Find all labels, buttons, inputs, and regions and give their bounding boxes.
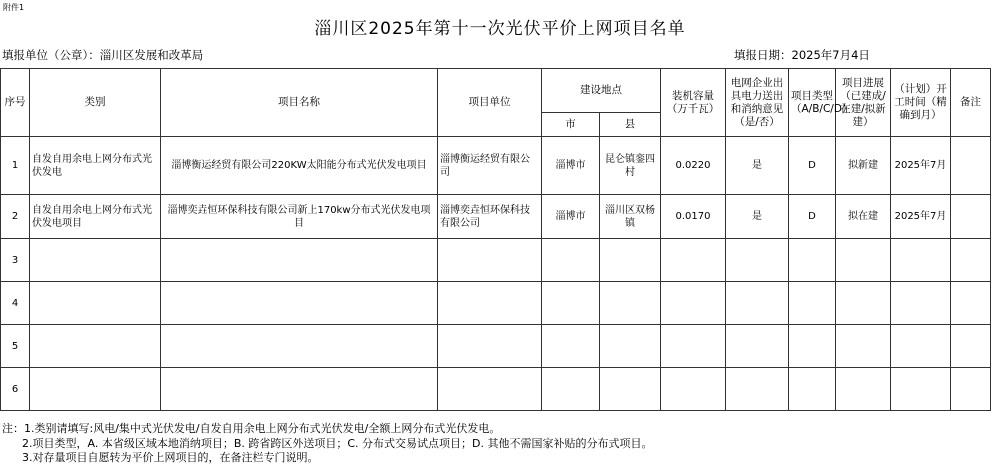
cell-empty [30,282,161,325]
cell-empty [951,239,991,282]
cell-category: 自发自用余电上网分布式光伏发电 [30,137,161,195]
cell-empty [891,282,951,325]
table-row [1,195,991,239]
table-row [1,239,991,282]
cell-seq: 5 [1,325,30,368]
cell-empty [951,325,991,368]
cell-project-type: D [789,137,836,195]
cell-city: 淄博市 [542,137,600,195]
cell-empty [661,368,726,411]
filing-unit: 填报单位（公章）：淄川区发展和改革局 [2,48,204,62]
filing-date: 填报日期：2025年7月4日 [734,48,870,62]
cell-seq: 6 [1,368,30,411]
header-project-name: 项目名称 [161,69,438,137]
cell-empty [30,325,161,368]
page-title: 淄川区2025年第十一次光伏平价上网项目名单 [314,19,686,39]
cell-empty [951,282,991,325]
cell-empty [726,239,789,282]
cell-project-unit: 淄博奕垚恒环保科技有限公司 [438,195,542,239]
cell-empty [661,282,726,325]
header-progress: 项目进展（已建成/在建/拟新建） [836,69,891,137]
cell-progress: 拟新建 [836,137,891,195]
cell-seq: 1 [1,137,30,195]
cell-start-time: 2025年7月 [891,195,951,239]
cell-project-unit: 淄博衡运经贸有限公司 [438,137,542,195]
cell-empty [542,368,600,411]
cell-empty [438,239,542,282]
cell-empty [726,368,789,411]
cell-empty [30,239,161,282]
header-county: 县 [600,113,661,137]
cell-empty [438,368,542,411]
cell-empty [161,368,438,411]
cell-empty [30,368,161,411]
cell-city: 淄博市 [542,195,600,239]
cell-project-type: D [789,195,836,239]
cell-seq: 3 [1,239,30,282]
cell-grid-opinion: 是 [726,137,789,195]
cell-empty [661,325,726,368]
cell-county: 淄川区双杨镇 [600,195,661,239]
table-row [1,137,991,195]
cell-empty [789,368,836,411]
header-row [1,69,991,113]
cell-empty [891,239,951,282]
cell-category: 自发自用余电上网分布式光伏发电项目 [30,195,161,239]
cell-county: 昆仑镇銮四村 [600,137,661,195]
cell-empty [600,282,661,325]
header-remark: 备注 [951,69,991,137]
note-line: 3.对存量项目自愿转为平价上网项目的，在备注栏专门说明。 [22,451,319,464]
cell-empty [600,325,661,368]
cell-empty [542,325,600,368]
cell-empty [542,239,600,282]
header-project-type: 项目类型（A/B/C/D） [789,69,836,137]
cell-empty [600,239,661,282]
cell-empty [951,368,991,411]
cell-empty [891,325,951,368]
cell-empty [891,368,951,411]
cell-progress: 拟在建 [836,195,891,239]
cell-capacity: 0.0220 [661,137,726,195]
cell-project-name: 淄博衡运经贸有限公司220KW太阳能分布式光伏发电项目 [161,137,438,195]
cell-empty [600,368,661,411]
cell-remark [951,195,991,239]
note-line: 注：1.类别请填写:风电/集中式光伏发电/自发自用余电上网分布式光伏发电/全额上网分布式光伏发电。 [2,422,501,435]
cell-empty [789,325,836,368]
table-row [1,282,991,325]
header-project-unit: 项目单位 [438,69,542,137]
attachment-label: 附件1 [3,3,25,12]
header-category: 类别 [30,69,161,137]
cell-empty [789,239,836,282]
notes [2,422,653,466]
note-line: 2.项目类型，A. 本省级区域本地消纳项目；B. 跨省跨区外送项目；C. 分布式交易试点项目；D. 其他不需国家补贴的分布式项目。 [22,436,653,450]
cell-project-name: 淄博奕垚恒环保科技有限公司新上170kw分布式光伏发电项目 [161,195,438,239]
cell-start-time: 2025年7月 [891,137,951,195]
cell-empty [836,325,891,368]
cell-empty [836,368,891,411]
header-seq: 序号 [1,69,30,137]
cell-grid-opinion: 是 [726,195,789,239]
cell-empty [726,325,789,368]
cell-empty [836,282,891,325]
project-table [0,68,991,411]
header-location: 建设地点 [542,69,661,113]
cell-empty [542,282,600,325]
cell-empty [161,282,438,325]
table-row [1,325,991,368]
cell-empty [161,325,438,368]
cell-remark [951,137,991,195]
cell-empty [836,239,891,282]
cell-empty [661,239,726,282]
cell-capacity: 0.0170 [661,195,726,239]
header-grid-opinion: 电网企业出具电力送出和消纳意见（是/否） [726,69,789,137]
cell-empty [161,239,438,282]
cell-seq: 2 [1,195,30,239]
cell-seq: 4 [1,282,30,325]
cell-empty [789,282,836,325]
header-capacity: 装机容量（万千瓦） [661,69,726,137]
header-start-time: （计划）开工时间（精确到月） [891,69,951,137]
cell-empty [438,282,542,325]
table-row [1,368,991,411]
cell-empty [726,282,789,325]
cell-empty [438,325,542,368]
header-city: 市 [542,113,600,137]
